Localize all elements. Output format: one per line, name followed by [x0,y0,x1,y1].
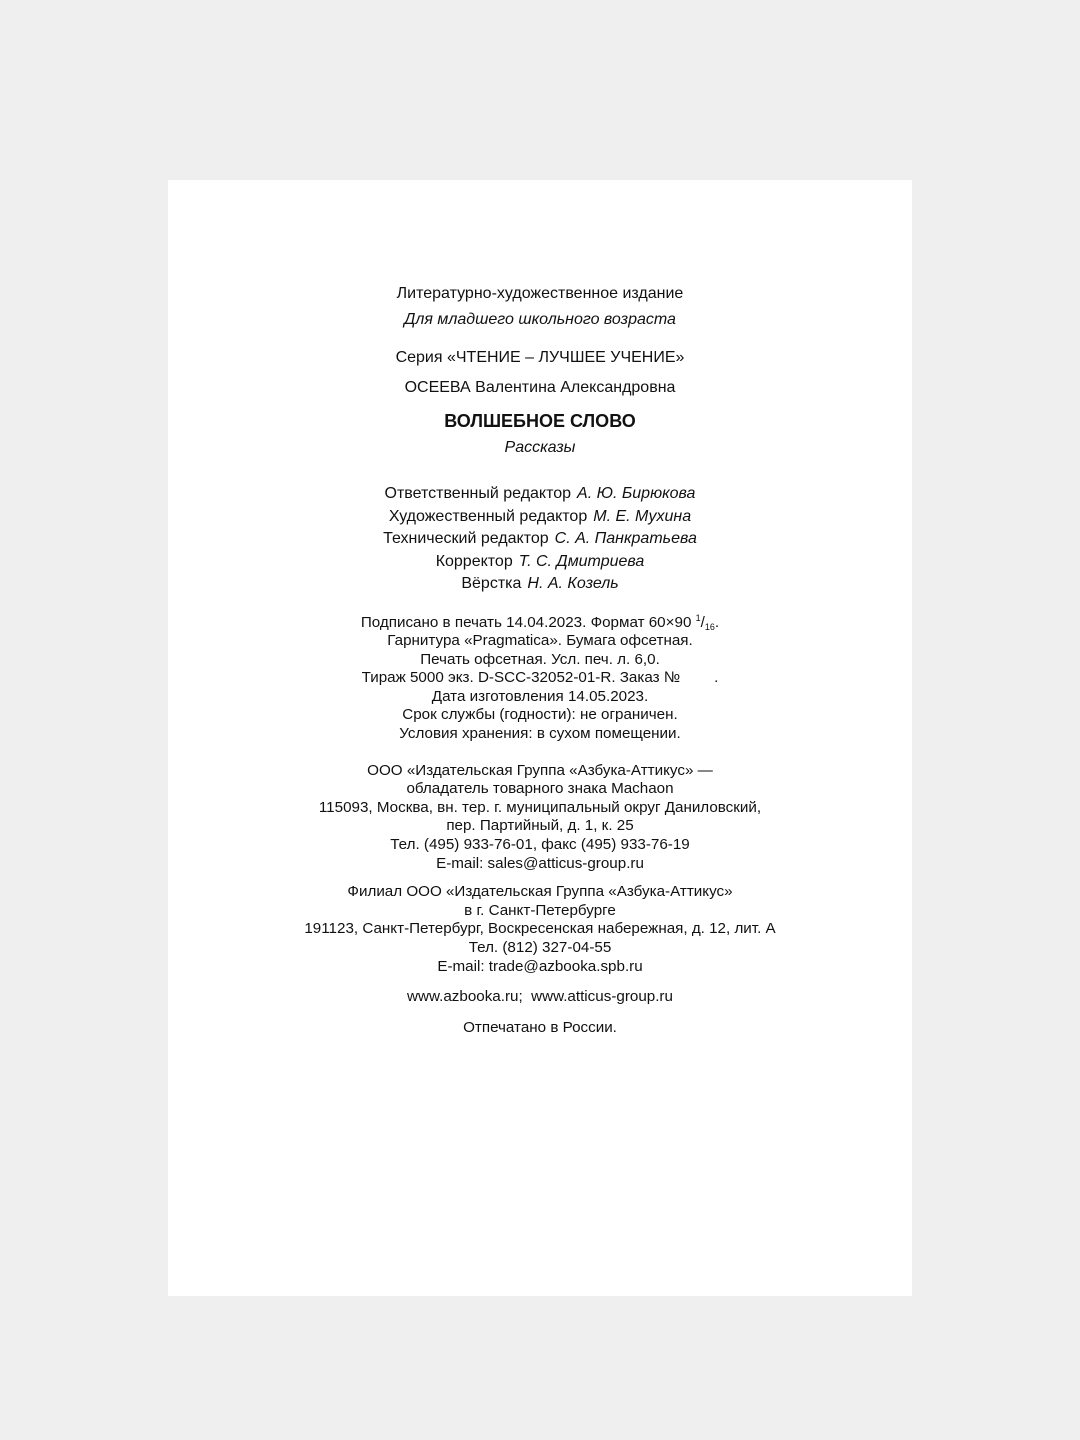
staff-role: Корректор [435,552,513,570]
author-name: ОСЕЕВА Валентина Александровна [404,379,676,396]
edition-type: Литературно-художественное издание [396,285,684,302]
format-denominator: 16 [704,621,715,632]
branch-line: Филиал ООО «Издательская Группа «Азбука-Аттикус» [347,883,733,901]
staff-role: Художественный редактор [388,507,588,525]
colophon-content [168,281,912,1037]
staff-line [168,506,912,529]
print-info [168,614,912,744]
format-numerator: 1 [695,612,701,623]
signed-suffix: . [714,613,720,631]
branch-line: в г. Санкт-Петербурге [464,901,616,919]
shelf-life: Срок службы (годности): не ограничен. [402,706,678,724]
branch-line: 191123, Санкт-Петербург, Воскресенская набережная, д. 12, лит. А [304,920,776,938]
staff-line [168,551,912,574]
print-run [168,669,912,688]
staff-name: Н. А. Козель [527,575,619,592]
websites: www.azbooka.ru; www.atticus-group.ru [407,988,673,1006]
printing-method: Печать офсетная. Усл. печ. л. 6,0. [420,650,660,668]
branch-block [168,883,912,976]
staff-name: А. Ю. Бирюкова [577,485,696,502]
typeface-paper: Гарнитура «Pragmatica». Бумага офсетная. [387,632,693,650]
signed-to-print: Подписано в печать 14.04.2023. Формат 60×90 $^1/_{16}$. [360,612,720,632]
print-run-suffix: . [714,669,719,687]
print-run-text: Тираж 5000 экз. D-SCC-32052-01-R. Заказ № [361,669,681,687]
publisher-line: пер. Партийный, д. 1, к. 25 [446,817,634,835]
publisher-email: E-mail: sales@atticus-group.ru [436,854,644,872]
book-title: ВОЛШЕБНОЕ СЛОВО [444,411,636,431]
staff-line [168,573,912,596]
signed-text: Подписано в печать 14.04.2023. Формат 60×90 [360,613,692,631]
staff-role: Ответственный редактор [384,485,572,502]
staff-role: Технический редактор [383,530,549,547]
colophon-page [168,180,912,1296]
publisher-block [168,762,912,874]
publisher-line: ООО «Издательская Группа «Азбука-Аттикус» — [367,761,713,779]
staff-role: Вёрстка [461,575,522,592]
staff-name: М. Е. Мухина [593,507,692,525]
staff-name: С. А. Панкратьева [554,530,697,547]
staff-line [168,528,912,551]
staff-name: Т. С. Дмитриева [518,552,645,570]
audience-note: Для младшего школьного возраста [404,311,676,328]
series-name: Серия «ЧТЕНИЕ – ЛУЧШЕЕ УЧЕНИЕ» [395,349,685,366]
editorial-staff [168,483,912,596]
publisher-line: 115093, Москва, вн. тер. г. муниципальный округ Даниловский, [318,798,762,816]
manufacture-date: Дата изготовления 14.05.2023. [431,687,649,705]
publisher-line: Тел. (495) 933-76-01, факс (495) 933-76-19 [390,836,690,854]
publisher-line: обладатель товарного знака Machaon [406,780,674,798]
book-genre: Рассказы [504,439,576,456]
branch-line: Тел. (812) 327-04-55 [468,939,612,956]
printed-in: Отпечатано в России. [463,1018,617,1036]
branch-email: E-mail: trade@azbooka.spb.ru [437,957,643,975]
storage-conditions: Условия хранения: в сухом помещении. [399,725,681,743]
staff-line [168,483,912,506]
